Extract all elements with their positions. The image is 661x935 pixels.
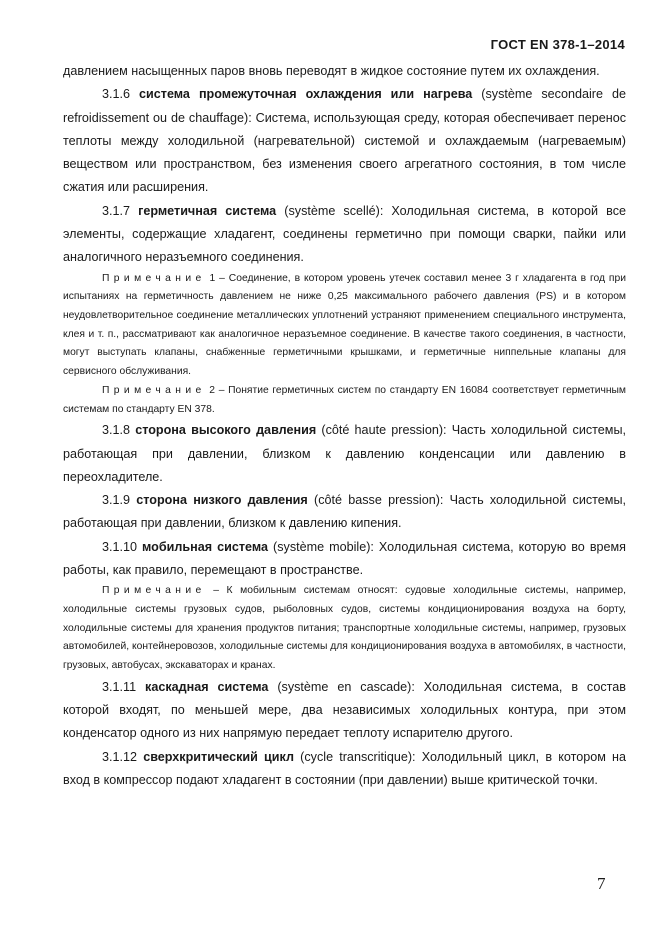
clause-number: 3.1.7 — [102, 203, 131, 218]
definition-text: (côté haute pression): Часть холодильной системы, работающая при давлении, близком к давлению конденсации или давлению в переохладителе. — [63, 423, 626, 484]
document-body — [63, 60, 626, 792]
term: сторона высокого давления — [135, 423, 317, 438]
clause-number: 3.1.10 — [102, 539, 138, 554]
clause-number: 3.1.6 — [102, 87, 131, 102]
definition-3-1-10 — [63, 536, 626, 583]
definition-text: (système scellé): Холодильная система, в которой все элементы, содержащие хладагент, соединены герметично при помощи сварки, пайки или аналогичного неразъемного соединения. — [63, 203, 626, 265]
definition-3-1-8 — [63, 419, 626, 489]
clause-number: 3.1.12 — [102, 749, 138, 764]
definition-3-1-9 — [63, 489, 626, 536]
note-label: Примечание — [102, 272, 206, 284]
definition-3-1-12 — [63, 746, 626, 793]
clause-number: 3.1.9 — [102, 493, 131, 508]
definition-text: (cycle transcritique): Холодильный цикл, в котором на вход в компрессор подают хладагент в состоянии (при давлении) выше критической точки. — [63, 749, 626, 788]
note-1-3-1-7 — [63, 270, 626, 382]
definition-text: (système secondaire de refroidissement ou de chauffage): Система, использующая среду, которая обеспечивает перенос теплоты между холодильной (нагревательной) системой и охлаждаемым (нагреваемым) веществом или пространством, без изменения своего агрегатного состояния, в том числе сжатия или расширения. — [63, 87, 626, 195]
note-2-3-1-7 — [63, 382, 626, 419]
document-header: ГОСТ EN 378-1–2014 — [490, 37, 625, 52]
term: мобильная система — [142, 539, 269, 554]
definition-3-1-6 — [63, 83, 626, 199]
page-number: 7 — [597, 874, 606, 893]
note-label: Примечание — [102, 585, 206, 597]
definition-text: (système en cascade): Холодильная система, в состав которой входят, по меньшей мере, два независимых холодильных контура, при этом конденсатор одного из них напрямую передает теплоту испарителю другого. — [63, 679, 626, 741]
continuation-paragraph: давлением насыщенных паров вновь переводят в жидкое состояние путем их охлаждения. — [63, 64, 600, 78]
note-text: 2 – Понятие герметичных систем по стандарту EN 16084 соответствует герметичным системам по стандарту EN 378. — [63, 384, 626, 415]
term: сторона низкого давления — [136, 493, 308, 508]
definition-3-1-7 — [63, 200, 626, 270]
clause-number: 3.1.11 — [102, 679, 137, 694]
term: система промежуточная охлаждения или нагрева — [139, 87, 473, 102]
definition-text: (système mobile): Холодильная система, которую во время работы, как правило, перемещают в пространстве. — [63, 539, 626, 578]
note-text: – К мобильным системам относят: судовые холодильные системы, например, холодильные системы грузовых судов, рыболовных судов, системы кондиционирования воздуха на борту, холодильные системы для хранения продуктов питания; транспортные холодильные системы, например, грузовых автомобилей, контейнеровозов, холодильные системы для кондиционирования воздуха в автомобилях, в частности, грузовых, автобусах, экскаваторах и кранах. — [63, 585, 626, 672]
clause-number: 3.1.8 — [102, 423, 131, 438]
definition-3-1-11 — [63, 676, 626, 746]
term: каскадная система — [145, 679, 269, 694]
note-label: Примечание — [102, 384, 206, 396]
definition-text: (côté basse pression): Часть холодильной системы, работающая при давлении, близком к давлению кипения. — [63, 493, 626, 531]
term: герметичная система — [138, 203, 277, 218]
term: сверхкритический цикл — [143, 749, 295, 764]
note-3-1-10 — [63, 582, 626, 676]
note-text: 1 – Соединение, в котором уровень утечек составил менее 3 г хладагента в год при испытаниях на герметичность давлением не ниже 0,25 максимального рабочего давления (PS) и в котором неудовлетворительное соединение металлических уплотнений устраняют применением специального инструмента, клея и т. п., рассматривают как аналогичное неразъемное соединение. В качестве такого соединения, в частности, могут выступать клапаны, снабженные герметичными крышками, и герметичные ниппельные клапаны для сервисного обслуживания. — [63, 272, 626, 378]
